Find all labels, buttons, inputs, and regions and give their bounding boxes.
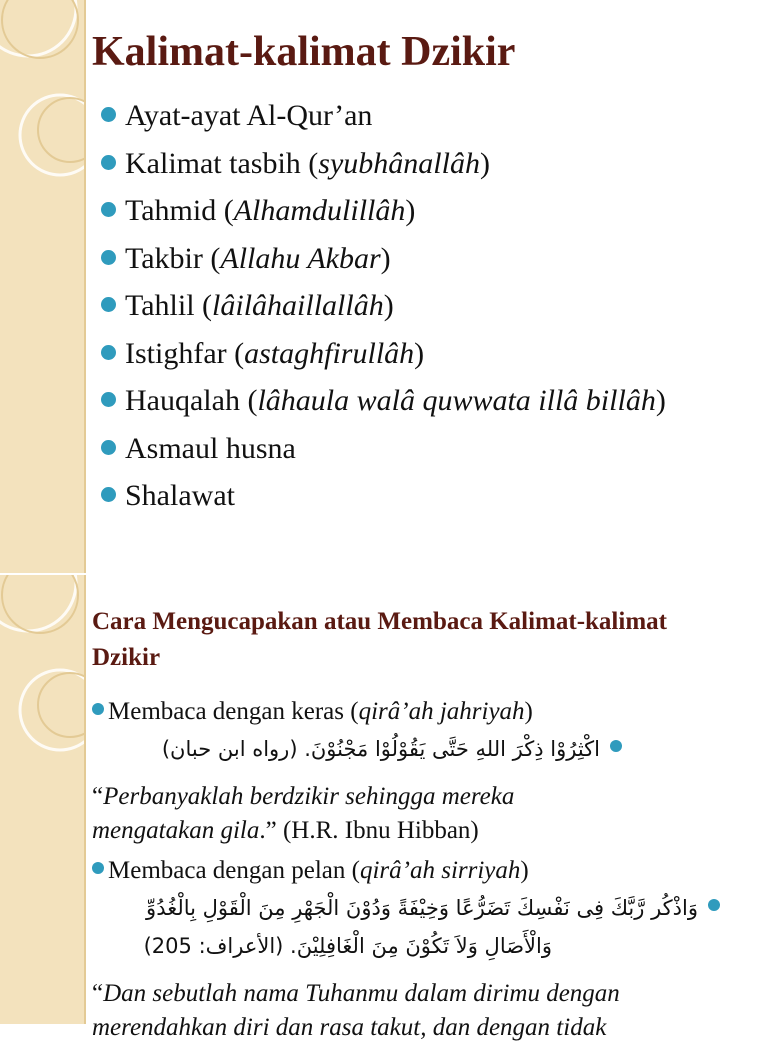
item-close: ): [524, 698, 533, 725]
bullet-icon: [101, 155, 116, 170]
item-italic: syubhânallâh: [318, 146, 480, 180]
arabic-verse: [92, 737, 622, 761]
ornament-circles-icon: [0, 575, 84, 1024]
item-text: Tahmid (: [125, 194, 234, 227]
quote-open: “: [92, 783, 104, 810]
list-item: [92, 698, 752, 726]
bullet-icon: [610, 740, 622, 752]
item-text: Istighfar (: [125, 336, 245, 370]
decorative-strip: [0, 575, 86, 1024]
item-text: Asmaul husna: [125, 431, 296, 465]
slide-title: Kalimat-kalimat Dzikir: [92, 29, 516, 75]
item-text: Membaca dengan keras (: [108, 698, 359, 725]
translation: [92, 977, 752, 1045]
bullet-icon: [101, 107, 116, 122]
item-text: Membaca dengan pelan (: [108, 857, 360, 884]
item-italic: lâhaula walâ quwwata illâ billâh: [257, 384, 656, 417]
slide-2-title: Cara Mengucapakan atau Membaca Kalimat-kalimat Dzikir: [92, 608, 667, 671]
arabic-verse-continued: [92, 934, 552, 958]
list-item: [98, 429, 666, 477]
arabic-text: وَالْأَصَالِ وَلاَ تَكُوْنَ مِنَ الْغَافِلِيْنَ. (الأعراف: 205): [143, 934, 552, 958]
list-item: [98, 476, 666, 524]
bullet-icon: [101, 392, 116, 407]
arabic-text: وَاذْكُر رَّبَّكَ فِى نَفْسِكَ تَضَرُّعًا وَخِيْفَةً وَدُوْنَ الْجَهْرِ مِنَ الْقَوْلِ بِالْغُدُوِّ: [146, 896, 698, 920]
item-close: ): [383, 289, 394, 322]
bullet-icon: [101, 345, 116, 360]
ornament-circles-icon: [0, 0, 84, 573]
item-close: ): [380, 241, 391, 275]
item-italic: qirâ’ah sirriyah: [359, 857, 521, 884]
list-item: [98, 239, 666, 287]
item-close: ): [655, 384, 666, 417]
item-italic: Allahu Akbar: [220, 241, 381, 275]
item-italic: lâilâhaillallâh: [212, 289, 384, 322]
bullet-icon: [101, 297, 116, 312]
item-text: Ayat-ayat Al-Qur’an: [125, 99, 373, 132]
bullet-icon: [92, 703, 104, 715]
item-text: Tahlil (: [125, 289, 213, 322]
bullet-icon: [92, 862, 104, 874]
translation-italic: merendahkan diri dan rasa takut, dan dengan tidak: [92, 1014, 607, 1041]
item-close: ): [405, 194, 416, 227]
bullet-icon: [708, 899, 720, 911]
translation: [92, 780, 752, 848]
item-text: Takbir (: [125, 241, 221, 275]
decorative-strip: [0, 0, 86, 573]
item-italic: astaghfirullâh: [244, 336, 415, 370]
list-item: [92, 857, 752, 885]
list-item: [98, 96, 666, 144]
quote-open: “: [92, 980, 104, 1007]
list-item: [98, 191, 666, 239]
arabic-text: اكْثِرُوْا ذِكْرَ اللهِ حَتَّى يَقُوْلُوْا مَجْنُوْنَ. (رواه ابن حبان): [161, 737, 600, 761]
translation-italic: mengatakan gila: [92, 817, 260, 844]
item-text: Kalimat tasbih (: [125, 146, 319, 180]
item-close: ): [479, 146, 490, 180]
list-item: [98, 144, 666, 192]
translation-italic: Perbanyaklah berdzikir sehingga mereka: [103, 783, 515, 810]
list-item: [98, 286, 666, 334]
bullet-icon: [101, 440, 116, 455]
bullet-icon: [101, 250, 116, 265]
bullet-icon: [101, 487, 116, 502]
item-close: ): [414, 336, 425, 370]
item-italic: Alhamdulillâh: [233, 194, 406, 227]
translation-source: .” (H.R. Ibnu Hibban): [259, 817, 479, 844]
list-item: [98, 334, 666, 382]
item-italic: qirâ’ah jahriyah: [358, 698, 525, 725]
dzikir-list: [98, 96, 666, 524]
list-item: [98, 381, 666, 429]
item-text: Hauqalah (: [125, 384, 258, 417]
translation-italic: Dan sebutlah nama Tuhanmu dalam dirimu dengan: [103, 980, 620, 1007]
item-close: ): [520, 857, 529, 884]
arabic-verse: [92, 896, 720, 920]
bullet-icon: [101, 202, 116, 217]
item-text: Shalawat: [125, 479, 235, 512]
